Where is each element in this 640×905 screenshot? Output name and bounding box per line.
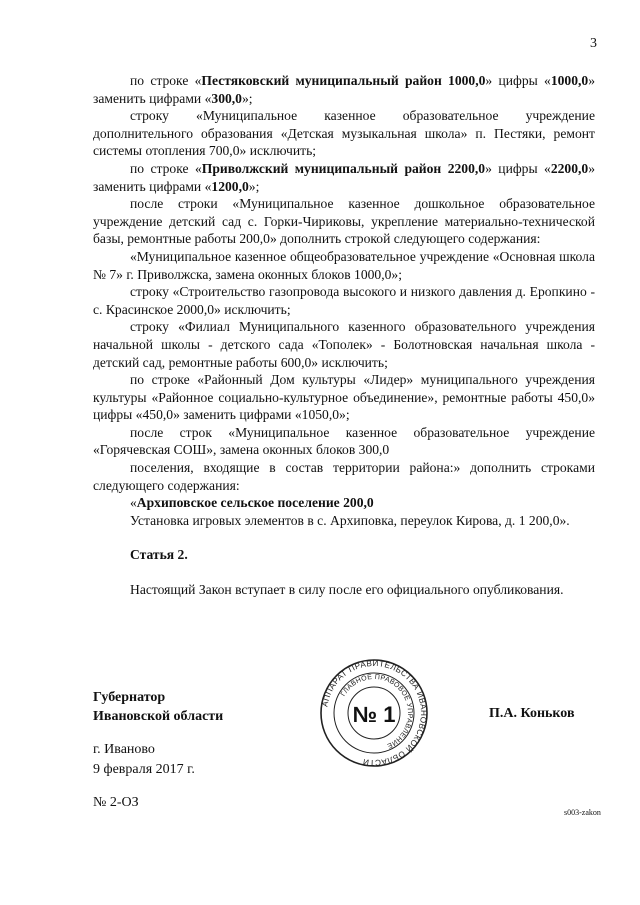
bold-text: Приволжский муниципальный район 2200,0	[201, 160, 486, 176]
paragraph	[93, 512, 595, 530]
article-heading: Статья 2.	[130, 547, 188, 563]
paragraph	[93, 195, 595, 248]
seal-inner-text: ГЛАВНОЕ ПРАВОВОЕ УПРАВЛЕНИЕ	[339, 673, 414, 750]
bold-text: 300,0	[211, 90, 242, 106]
text-run: »;	[248, 178, 260, 194]
document-body	[93, 72, 595, 599]
official-seal	[320, 659, 428, 767]
city: г. Иваново	[93, 742, 155, 757]
paragraph	[93, 72, 595, 107]
text-run: »;	[241, 90, 253, 106]
text-run: «Муниципальное казенное общеобразовательное учреждение «Основная школа № 7» г. Приволжска, замена оконных блоков 1000,0»;	[93, 248, 595, 282]
signatory-name: П.А. Коньков	[489, 706, 575, 721]
text-run: поселения, входящие в состав территории района:» дополнить строками следующего содержания:	[93, 460, 595, 493]
page-number: 3	[590, 36, 597, 51]
text-run: строку «Филиал Муниципального казенного образовательного учреждения начальной школы - детского сада «Тополек» - Болотновская начальная школа - детский сад, ремонтные работы 600,0» исключить;	[93, 319, 595, 370]
document-code: s003-zakon	[564, 808, 601, 817]
text-run: «	[130, 495, 137, 511]
text-run: » цифры «	[485, 160, 551, 176]
text-run: » цифры «	[485, 73, 551, 88]
seal-number: № 1	[352, 702, 396, 727]
text-run: по строке «Районный Дом культуры «Лидер» муниципального учреждения культуры «Районное социально-культурное объединение», ремонтные работы 450,0» цифры «450,0» заменить цифрами «1050,0»;	[93, 372, 595, 423]
text-run: после строк «Муниципальное казенное образовательное учреждение «Горячевская СОШ», замена оконных блоков 300,0	[93, 424, 595, 458]
text-run: строку «Муниципальное казенное образовательное учреждение дополнительного образования «Детская музыкальная школа» п. Пестяки, ремонт системы отопления 700,0» исключить;	[93, 108, 595, 159]
text-run: строку «Строительство газопровода высокого и низкого давления д. Еропкино - с. Красинское 2000,0» исключить;	[93, 284, 595, 317]
bold-text: 2200,0	[550, 160, 589, 176]
paragraph	[93, 107, 595, 160]
text-run: по строке «	[130, 73, 202, 88]
paragraph	[93, 248, 595, 283]
paragraph	[93, 318, 595, 371]
paragraph	[93, 494, 595, 512]
text-run: » заменить цифрами «	[93, 160, 595, 194]
place-date	[93, 740, 195, 780]
text-run: Установка игровых элементов в с. Архиповка, переулок Кирова, д. 1 200,0».	[130, 512, 570, 528]
text-run: » заменить цифрами «	[93, 73, 595, 106]
paragraph	[93, 283, 595, 318]
law-number: № 2-ОЗ	[93, 795, 139, 810]
paragraph	[93, 160, 595, 195]
paragraph	[93, 459, 595, 494]
text-run: по строке «	[130, 160, 202, 176]
bold-text: Пестяковский муниципальный район 1000,0	[201, 73, 486, 88]
bold-text: 1000,0	[550, 73, 589, 88]
text-run: после строки «Муниципальное казенное дошкольное образовательное учреждение детский сад с. Горки-Чириковы, укрепление материально-технической базы, ремонтные работы 200,0» дополнить строкой следующего содержания:	[93, 196, 595, 247]
signatory-title-line1: Губернатор	[93, 690, 166, 705]
bold-text: 1200,0	[211, 178, 249, 194]
amendment-list	[93, 72, 595, 529]
date: 9 февраля 2017 г.	[93, 762, 195, 777]
paragraph	[93, 371, 595, 424]
signatory-title	[93, 688, 223, 726]
seal-outer-text: АППАРАТ ПРАВИТЕЛЬСТВА ИВАНОВСКОЙ ОБЛАСТИ	[320, 659, 428, 767]
article-text: Настоящий Закон вступает в силу после его официального опубликования.	[130, 582, 564, 598]
paragraph	[93, 424, 595, 459]
bold-text: Архиповское сельское поселение 200,0	[136, 495, 374, 511]
signatory-title-line2: Ивановской области	[93, 709, 224, 724]
